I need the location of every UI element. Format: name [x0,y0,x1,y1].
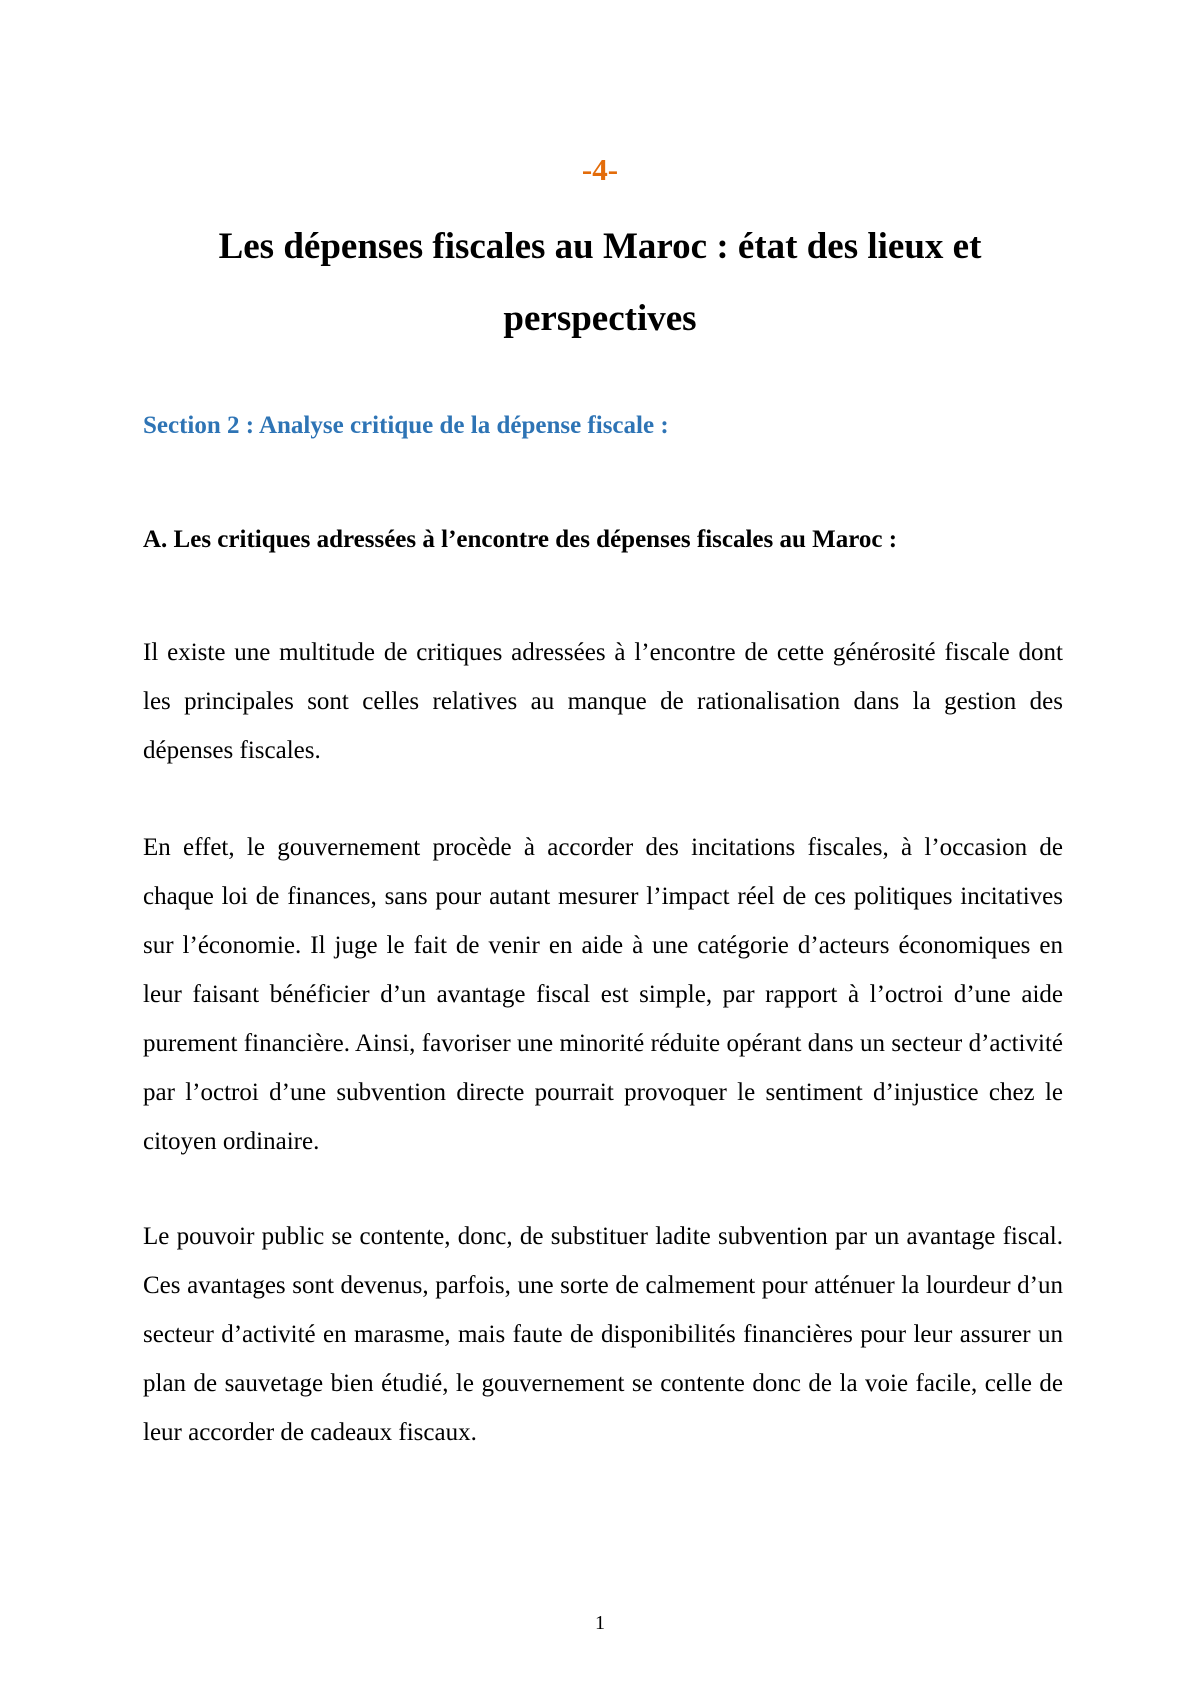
subsection-heading: A. Les critiques adressées à l’encontre des dépenses fiscales au Maroc : [143,526,898,553]
page-title: Les dépenses fiscales au Maroc : état des lieux et perspectives [218,226,982,339]
paragraph-3: Le pouvoir public se contente, donc, de substituer ladite subvention par un avantage fiscal. Ces avantages sont devenus, parfois, une sorte de calmement pour atténuer la lourdeur d’un secteur d’activité en marasme, mais faute de disponibilités financières pour leur assurer un plan de sauvetage bien étudié, le gouvernement se contente donc de la voie facile, celle de leur accorder de cadeaux fiscaux. [143,1223,1063,1446]
paragraph-1: Il existe une multitude de critiques adressées à l’encontre de cette générosité fiscale dont les principales sont celles relatives au manque de rationalisation dans la gestion des dépenses fiscales. [143,639,1063,764]
paragraph-2: En effet, le gouvernement procède à accorder des incitations fiscales, à l’occasion de chaque loi de finances, sans pour autant mesurer l’impact réel de ces politiques incitatives sur l’économie. Il juge le fait de venir en aide à une catégorie d’acteurs économiques en leur faisant bénéficier d’un avantage fiscal est simple, par rapport à l’octroi d’une aide purement financière. Ainsi, favoriser une minorité réduite opérant dans un secteur d’activité par l’octroi d’une subvention directe pourrait provoquer le sentiment d’injustice chez le citoyen ordinaire. [143,834,1063,1155]
chapter-number: -4- [581,152,619,187]
section-heading: Section 2 : Analyse critique de la dépense fiscale : [143,412,669,439]
page-number: 1 [595,1612,605,1634]
